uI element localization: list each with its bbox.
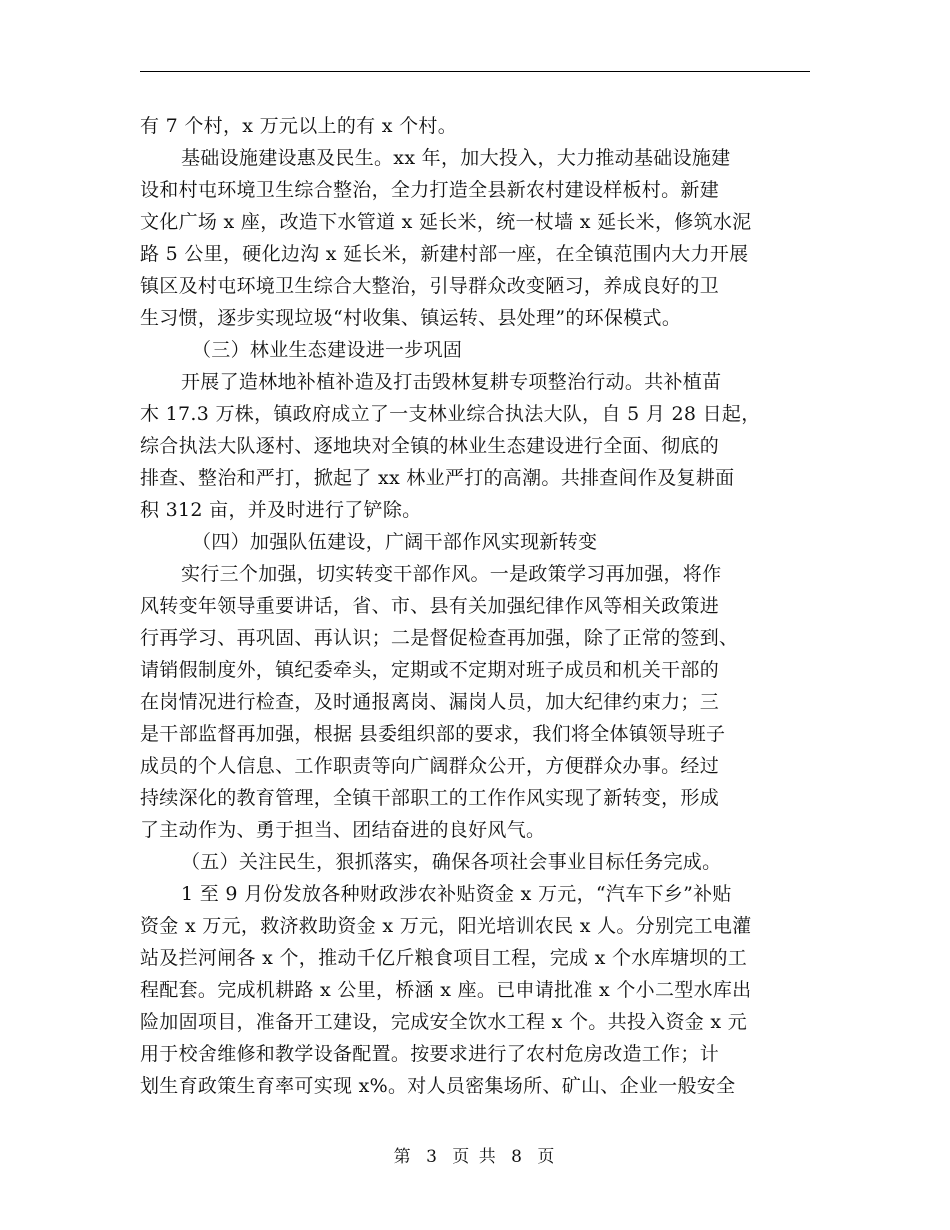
text-line: 生习惯，逐步实现垃圾“村收集、镇运转、县处理”的环保模式。 [140,307,682,329]
text-line: 请销假制度外，镇纪委牵头，定期或不定期对班子成员和机关干部的 [140,659,720,681]
section-heading: （五）关注民生，狠抓落实，确保各项社会事业目标任务完成。 [181,851,722,873]
text-line: 行再学习、再巩固、再认识；二是督促检查再加强，除了正常的签到、 [140,627,739,649]
section-heading: （三）林业生态建设进一步巩固 [192,339,463,361]
section-heading: （四）加强队伍建设，广阔干部作风实现新转变 [192,531,598,553]
text-line: 镇区及村屯环境卫生综合大整治，引导群众改变陋习，养成良好的卫 [140,275,720,297]
footer-suffix: 页 [537,1147,557,1167]
page-footer [0,1142,950,1167]
text-line: 排查、整治和严打，掀起了 xx 林业严打的高潮。共排查间作及复耕面 [140,467,735,489]
text-line: 成员的个人信息、工作职责等向广阔群众公开，方便群众办事。经过 [140,755,720,777]
paragraph-start: 基础设施建设惠及民生。xx 年，加大投入，大力推动基础设施建 [181,147,731,169]
text-line: 是干部监督再加强，根据 县委组织部的要求，我们将全体镇领导班子 [140,723,726,745]
text-line: 资金 x 万元，救济救助资金 x 万元，阳光培训农民 x 人。分别完工电灌 [140,915,752,937]
footer-prefix: 第 [393,1147,413,1167]
text-line: 综合执法大队逐村、逐地块对全镇的林业生态建设进行全面、彻底的 [140,435,720,457]
text-line: 持续深化的教育管理，全镇干部职工的工作作风实现了新转变，形成 [140,787,720,809]
text-line: 用于校舍维修和教学设备配置。按要求进行了农村危房改造工作；计 [140,1043,720,1065]
text-line: 险加固项目，准备开工建设，完成安全饮水工程 x 个。共投入资金 x 元 [140,1011,748,1033]
page-number: 3 [426,1147,439,1167]
paragraph-start: 实行三个加强，切实转变干部作风。一是政策学习再加强，将作 [181,563,722,585]
text-line: 有 7 个村，x 万元以上的有 x 个村。 [140,115,458,137]
header-rule [140,71,810,72]
text-line: 划生育政策生育率可实现 x%。对人员密集场所、矿山、企业一般安全 [140,1075,736,1097]
text-line: 积 312 亩，并及时进行了铲除。 [140,499,422,521]
text-line: 设和村屯环境卫生综合整治，全力打造全县新农村建设样板村。新建 [140,179,720,201]
footer-mid: 页 共 [452,1147,498,1167]
text-line: 风转变年领导重要讲话，省、市、县有关加强纪律作风等相关政策进 [140,595,720,617]
text-line: 路 5 公里，硬化边沟 x 延长米，新建村部一座，在全镇范围内大力开展 [140,243,749,265]
text-line: 文化广场 x 座，改造下水管道 x 延长米，统一杖墙 x 延长米，修筑水泥 [140,211,752,233]
page-total: 8 [511,1147,524,1167]
text-line: 程配套。完成机耕路 x 公里，桥涵 x 座。已申请批准 x 个小二型水库出 [140,979,752,1001]
text-line: 在岗情况进行检查，及时通报离岗、漏岗人员，加大纪律约束力；三 [140,691,720,713]
document-body [140,110,812,1102]
text-line: 木 17.3 万株，镇政府成立了一支林业综合执法大队，自 5 月 28 日起， [140,403,761,425]
text-line: 站及拦河闸各 x 个，推动千亿斤粮食项目工程，完成 x 个水库塘坝的工 [140,947,748,969]
paragraph-start: 开展了造林地补植补造及打击毁林复耕专项整治行动。共补植苗 [181,371,722,393]
paragraph-start: 1 至 9 月份发放各种财政涉农补贴资金 x 万元，“汽车下乡”补贴 [181,883,732,905]
text-line: 了主动作为、勇于担当、团结奋进的良好风气。 [140,819,546,841]
